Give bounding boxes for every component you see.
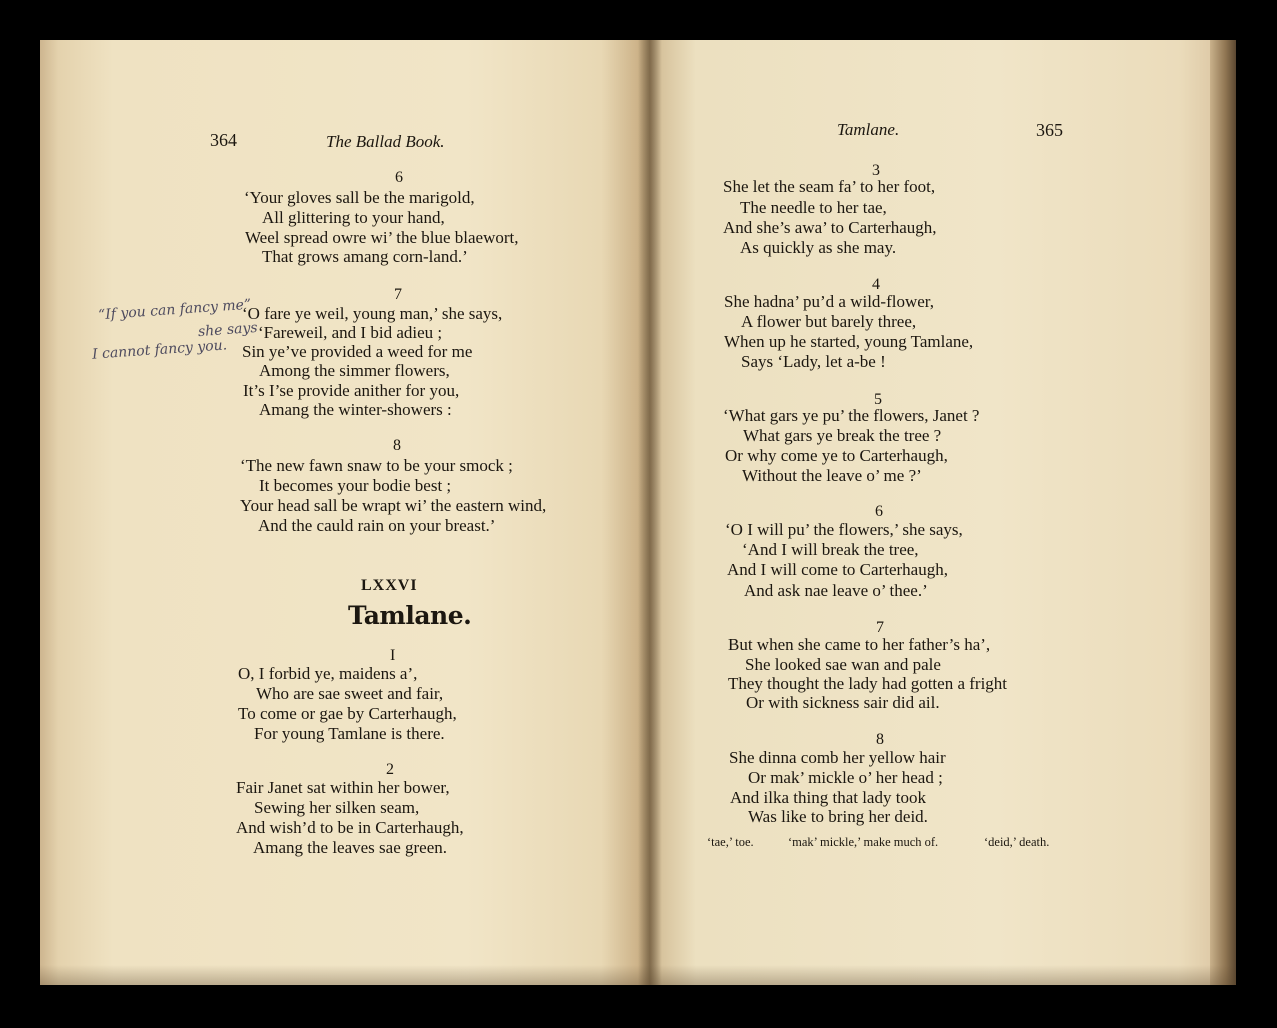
- verse-line: She looked sae wan and pale: [745, 655, 941, 674]
- verse-line: ‘And I will break the tree,: [742, 540, 919, 559]
- verse-line: O, I forbid ye, maidens a’,: [238, 664, 418, 683]
- verse-line: Weel spread owre wi’ the blue blaewort,: [245, 228, 519, 247]
- verse-line: Amang the winter-showers :: [259, 400, 452, 419]
- verse-line: Or with sickness sair did ail.: [746, 693, 940, 712]
- verse-line: That grows amang corn-land.’: [262, 247, 468, 266]
- open-book: [40, 40, 1236, 985]
- verse-line: Amang the leaves sae green.: [253, 838, 447, 857]
- verse-line: Was like to bring her deid.: [748, 807, 928, 826]
- verse-line: The needle to her tae,: [740, 198, 887, 217]
- verse-line: Sin ye’ve provided a weed for me: [242, 342, 473, 361]
- verse-line: Your head sall be wrapt wi’ the eastern wind,: [240, 496, 547, 515]
- verse-line: What gars ye break the tree ?: [743, 426, 942, 445]
- book-gutter: [638, 40, 662, 985]
- stanza-number: 8: [393, 437, 401, 454]
- verse-line: A flower but barely three,: [741, 312, 917, 331]
- verse-line: It becomes your bodie best ;: [259, 476, 452, 495]
- stanza-number: 6: [875, 503, 883, 520]
- ballad-number: LXXVI: [361, 577, 418, 594]
- verse-line: And the cauld rain on your breast.’: [258, 516, 496, 535]
- footnote: ‘tae,’ toe.: [707, 835, 754, 849]
- handwritten-annotation: “If you can fancy me”: [97, 296, 252, 324]
- handwritten-annotation: I cannot fancy you.: [91, 337, 228, 363]
- verse-line: She hadna’ pu’d a wild-flower,: [724, 292, 935, 311]
- stanza-number: 8: [876, 731, 884, 748]
- verse-line: Says ‘Lady, let a-be !: [741, 352, 886, 371]
- stanza-number: 2: [386, 761, 394, 778]
- left-page: [40, 40, 650, 985]
- verse-line: To come or gae by Carterhaugh,: [238, 704, 457, 723]
- verse-line: For young Tamlane is there.: [254, 724, 445, 743]
- verse-line: And wish’d to be in Carterhaugh,: [236, 818, 464, 837]
- stanza-number: I: [390, 647, 396, 664]
- verse-line: She dinna comb her yellow hair: [729, 748, 946, 767]
- verse-line: And ask nae leave o’ thee.’: [744, 581, 928, 600]
- verse-line: But when she came to her father’s ha’,: [728, 635, 991, 654]
- running-head: The Ballad Book.: [326, 132, 445, 151]
- ballad-title: Tamlane.: [348, 601, 472, 630]
- right-page: [650, 40, 1225, 985]
- handwritten-annotation: she says: [197, 319, 259, 341]
- verse-line: ‘O fare ye weil, young man,’ she says,: [242, 304, 503, 323]
- stanza-number: 7: [394, 286, 402, 303]
- verse-line: Fair Janet sat within her bower,: [236, 778, 450, 797]
- stanza-number: 6: [395, 169, 403, 186]
- stanza-number: 4: [872, 276, 880, 293]
- page-edges: [1210, 40, 1236, 985]
- verse-line: Without the leave o’ me ?’: [742, 466, 922, 485]
- verse-line: It’s I’se provide anither for you,: [243, 381, 460, 400]
- verse-line: Among the simmer flowers,: [259, 361, 450, 380]
- page-bottom-shadow: [40, 965, 1236, 985]
- verse-line: And I will come to Carterhaugh,: [727, 560, 948, 579]
- verse-line: Sewing her silken seam,: [254, 798, 420, 817]
- page-number: 365: [1036, 120, 1063, 140]
- verse-line: Or mak’ mickle o’ her head ;: [748, 768, 943, 787]
- footnote: ‘deid,’ death.: [984, 835, 1050, 849]
- verse-line: ‘Fareweil, and I bid adieu ;: [258, 323, 443, 342]
- verse-line: And ilka thing that lady took: [730, 788, 926, 807]
- verse-line: When up he started, young Tamlane,: [724, 332, 974, 351]
- verse-line: ‘What gars ye pu’ the flowers, Janet ?: [723, 406, 980, 425]
- verse-line: ‘Your gloves sall be the marigold,: [244, 188, 475, 207]
- verse-line: As quickly as she may.: [740, 238, 897, 257]
- verse-line: And she’s awa’ to Carterhaugh,: [723, 218, 937, 237]
- stanza-number: 3: [872, 162, 880, 179]
- footnote: ‘mak’ mickle,’ make much of.: [788, 835, 939, 849]
- page-number: 364: [210, 130, 237, 150]
- running-head: Tamlane.: [837, 120, 900, 139]
- stanza-number: 5: [874, 391, 882, 408]
- verse-line: ‘The new fawn snaw to be your smock ;: [240, 456, 513, 475]
- verse-line: All glittering to your hand,: [262, 208, 445, 227]
- verse-line: Who are sae sweet and fair,: [256, 684, 444, 703]
- verse-line: She let the seam fa’ to her foot,: [723, 177, 936, 196]
- stanza-number: 7: [876, 619, 884, 636]
- verse-line: Or why come ye to Carterhaugh,: [725, 446, 948, 465]
- verse-line: ‘O I will pu’ the flowers,’ she says,: [725, 520, 963, 539]
- verse-line: They thought the lady had gotten a fright: [728, 674, 1008, 693]
